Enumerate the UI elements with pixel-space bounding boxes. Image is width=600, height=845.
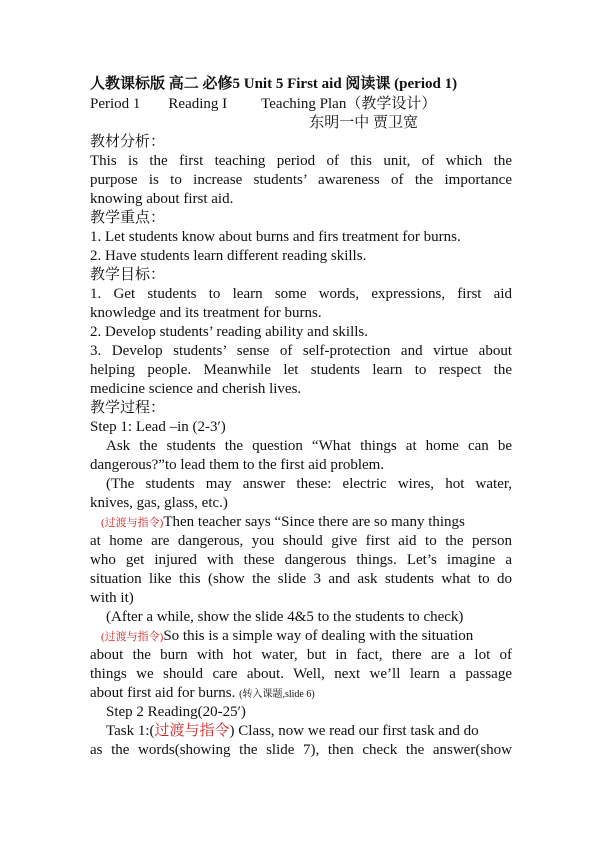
- objective-line: helping people. Meanwhile let students learn to respect the: [90, 362, 512, 378]
- process-line: [90, 684, 512, 704]
- transition-line: [101, 627, 512, 647]
- task-prefix: Task 1:(: [106, 723, 155, 739]
- process-line: Ask the students the question “What things at home can be: [106, 438, 512, 454]
- task-text: ) Class, now we read our first task and do: [229, 723, 479, 739]
- author-line: [90, 114, 418, 133]
- reading-label: Reading I: [168, 96, 228, 112]
- process-line: at home are dangerous, you should give first aid to the person: [90, 533, 512, 549]
- objective-line: medicine science and cherish lives.: [90, 381, 302, 397]
- process-line: (After a while, show the slide 4&5 to the students to check): [106, 609, 464, 625]
- transition-line: [101, 513, 512, 533]
- objective-line: knowledge and its treatment for burns.: [90, 305, 322, 321]
- analysis-heading: 教材分析：: [90, 134, 166, 150]
- objective-line: 2. Develop students’ reading ability and skills.: [90, 324, 369, 340]
- analysis-line: purpose is to increase students’ awareness of the importance: [90, 172, 512, 188]
- period-line: [90, 95, 512, 114]
- transition-text: So this is a simple way of dealing with the situation: [163, 628, 474, 644]
- step1-heading: Step 1: Lead –in (2-3′): [90, 419, 226, 435]
- slide-note: (转入课题,slide 6): [239, 689, 315, 700]
- process-line: with it): [90, 590, 134, 606]
- step2-heading: Step 2 Reading(20-25′): [106, 704, 246, 720]
- key-point-item: 1. Let students know about burns and firs treatment for burns.: [90, 229, 461, 245]
- period-label: Period 1: [90, 96, 141, 112]
- objective-line: 3. Develop students’ sense of self-protection and virtue about: [90, 343, 512, 359]
- task-tag: 过渡与指令: [154, 723, 230, 739]
- process-text: about first aid for burns.: [90, 685, 236, 701]
- process-line: dangerous?”to lead them to the first aid problem.: [90, 457, 385, 473]
- analysis-line: knowing about first aid.: [90, 191, 234, 207]
- document-title: 人教课标版 高二 必修5 Unit 5 First aid 阅读课 (period 1): [90, 76, 458, 92]
- process-line: situation like this (show the slide 3 and ask students what to do: [90, 571, 512, 587]
- transition-tag: (过渡与指令): [101, 517, 164, 529]
- key-point-item: 2. Have students learn different reading skills.: [90, 248, 367, 264]
- process-line: about the burn with hot water, but in fact, there are a lot of: [90, 647, 512, 663]
- task-line: [106, 722, 512, 741]
- objective-line: 1. Get students to learn some words, expressions, first aid: [90, 286, 512, 302]
- key-points-heading: 教学重点：: [90, 210, 166, 226]
- analysis-line: This is the first teaching period of this unit, of which the: [90, 153, 512, 169]
- process-line: who get injured with these dangerous things. Let’s imagine a: [90, 552, 512, 568]
- objectives-heading: 教学目标：: [90, 267, 166, 283]
- author: 东明一中 贾卫宽: [309, 115, 418, 131]
- process-line: things we should care about. Well, next we’ll learn a passage: [90, 666, 512, 682]
- plan-label: Teaching Plan（教学设计）: [261, 96, 437, 112]
- process-heading: 教学过程：: [90, 400, 166, 416]
- process-line: as the words(showing the slide 7), then check the answer(show: [90, 742, 512, 758]
- transition-tag: (过渡与指令): [101, 631, 164, 643]
- process-line: (The students may answer these: electric wires, hot water,: [106, 476, 512, 492]
- process-line: knives, gas, glass, etc.): [90, 495, 228, 511]
- transition-text: Then teacher says “Since there are so many things: [163, 514, 465, 530]
